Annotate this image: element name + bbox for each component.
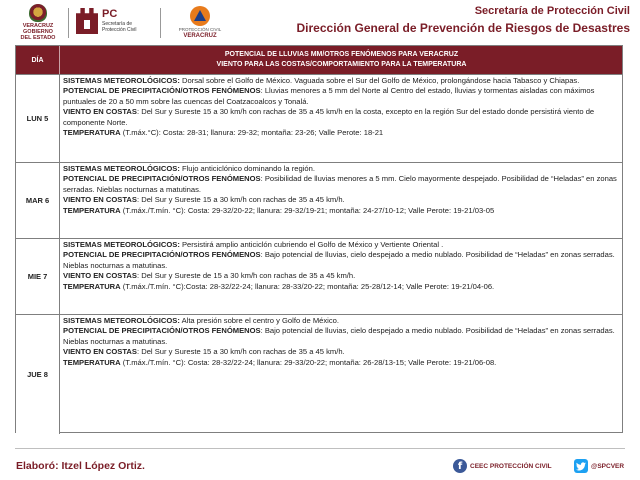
facebook-link[interactable] — [453, 459, 552, 473]
temperature: TEMPERATURA (T.máx./T.mín. °C): Costa: 29-32/20-22; llanura: 29-32/19-21; montaña: 24-27/10-12; Valle Perote: 19-21/03-05 — [63, 205, 495, 215]
met-systems: SISTEMAS METEOROLÓGICOS: Alta presión sobre el centro y Golfo de México. — [63, 316, 340, 325]
civil-protection-triangle-icon — [190, 6, 210, 26]
twitter-icon — [574, 459, 588, 473]
direccion-title: Dirección General de Prevención de Riesgos de Desastres — [296, 21, 630, 35]
table-row — [16, 314, 622, 434]
pc-logo-subtitle — [102, 21, 136, 33]
logo-line: VERACRUZ — [22, 23, 54, 29]
row-day: MIE 7 — [16, 239, 60, 314]
met-systems: SISTEMAS METEOROLÓGICOS: Dorsal sobre el Golfo de México. Vaguada sobre el Sur del Golfo de México, prolongándose hacia Tabasco y Chiapas. — [63, 76, 580, 85]
column-header-line: POTENCIAL DE LLUVIAS MM/OTROS FENÓMENOS PARA VERACRUZ — [224, 51, 459, 58]
logo-line: Secretaría de — [102, 21, 133, 27]
column-header-line: VIENTO PARA LAS COSTAS/COMPORTAMIENTO PARA LA TEMPERATURA — [216, 61, 467, 68]
precipitation: POTENCIAL DE PRECIPITACIÓN/OTROS FENÓMENOS: Bajo potencial de lluvias, cielo despejado a medio nublado. Posibilidad de “Heladas” en zonas serradas. Nieblas nocturnas a matutinas. — [63, 326, 615, 346]
pcv-logo-big-text: VERACRUZ — [183, 33, 217, 39]
table-row — [16, 74, 622, 162]
coast-wind: VIENTO EN COSTAS: Del Sur y Sureste 15 a 30 km/h con rachas de 35 a 45 km/h en la costa, excepto en la región Sur del estado donde persistirá viento de componente Norte. — [63, 107, 595, 127]
precipitation: POTENCIAL DE PRECIPITACIÓN/OTROS FENÓMENOS: Posibilidad de lluvias menores a 5 mm. Cielo mayormente despejado. Posibilidad de “Heladas” en zonas serradas. Nieblas nocturnas a matutinas. — [63, 174, 617, 194]
precipitation: POTENCIAL DE PRECIPITACIÓN/OTROS FENÓMENOS: Lluvias menores a 5 mm del Norte al Centro del estado, lluvias y tormentas aisladas con máximos puntuales de 20 a 50 mm sobre las cuencas del Coatzacoalcos y Tonalá. — [63, 86, 595, 106]
proteccion-civil-veracruz-logo — [170, 6, 240, 42]
row-forecast — [63, 240, 619, 292]
facebook-handle: CEEC PROTECCIÓN CIVIL — [470, 462, 552, 470]
met-systems: SISTEMAS METEOROLÓGICOS: Persistirá amplio anticiclón cubriendo el Golfo de México y Vertiente Oriental . — [63, 240, 444, 249]
table-row — [16, 162, 622, 238]
coat-of-arms-icon — [29, 4, 47, 22]
table-header — [16, 46, 622, 74]
footer-divider — [15, 448, 625, 449]
temperature: TEMPERATURA (T.máx./T.mín. °C):Costa: 28-32/22-24; llanura: 28-33/20-22; montaña: 25-28/12-14; Valle Perote: 19-21/04-06. — [63, 281, 495, 291]
veracruz-government-logo — [14, 4, 62, 42]
secretaria-title: Secretaría de Protección Civil — [474, 5, 630, 17]
row-day: LUN 5 — [16, 75, 60, 162]
author-credit: Elaboró: Itzel López Ortiz. — [16, 460, 145, 472]
column-header-forecast — [61, 46, 622, 74]
logo-line: DEL ESTADO — [20, 35, 56, 41]
row-forecast — [63, 164, 619, 216]
coast-wind: VIENTO EN COSTAS: Del Sur y Sureste 15 a 30 km/h con rachas de 35 a 45 km/h. — [63, 347, 345, 357]
pcv-logo-small-text: PROTECCIÓN CIVIL — [178, 27, 222, 32]
column-header-day: DÍA — [16, 46, 60, 74]
twitter-link[interactable] — [574, 459, 624, 473]
page-header — [0, 0, 640, 44]
facebook-icon: f — [453, 459, 467, 473]
logo-line: Protección Civil — [102, 27, 137, 33]
coast-wind: VIENTO EN COSTAS: Del Sur y Sureste 15 a 30 km/h con rachas de 35 a 45 km/h. — [63, 195, 345, 205]
table-row — [16, 238, 622, 314]
pc-logo — [74, 6, 152, 42]
twitter-handle: @SPCVER — [591, 462, 625, 470]
row-day: JUE 8 — [16, 315, 60, 434]
met-systems: SISTEMAS METEOROLÓGICOS: Flujo anticiclónico dominando la región. — [63, 164, 315, 173]
veracruz-logo-text — [14, 23, 62, 41]
pc-logo-title: PC — [102, 8, 118, 20]
precipitation: POTENCIAL DE PRECIPITACIÓN/OTROS FENÓMENOS: Bajo potencial de lluvias, cielo despejado a medio nublado. Posibilidad de “Heladas” en zonas serradas. Nieblas nocturnas a matutinas. — [63, 250, 615, 270]
logo-divider — [68, 8, 69, 38]
row-forecast — [63, 316, 619, 368]
row-forecast — [63, 76, 619, 138]
row-day: MAR 6 — [16, 163, 60, 238]
coast-wind: VIENTO EN COSTAS: Del Sur y Sureste de 15 a 30 km/h con rachas de 35 a 45 km/h. — [63, 271, 356, 281]
temperature: TEMPERATURA (T.máx.°C): Costa: 28-31; llanura: 29-32; montaña: 23-26; Valle Perote: 18-21 — [63, 128, 384, 138]
forecast-table — [15, 45, 623, 433]
logo-line: GOBIERNO — [23, 29, 53, 35]
logo-divider — [160, 8, 161, 38]
temperature: TEMPERATURA (T.máx./T.mín. °C): Costa: 28-32/22-24; llanura: 29-33/20-22; montaña: 26-28/13-15; Valle Perote: 19-21/06-08. — [63, 357, 497, 367]
